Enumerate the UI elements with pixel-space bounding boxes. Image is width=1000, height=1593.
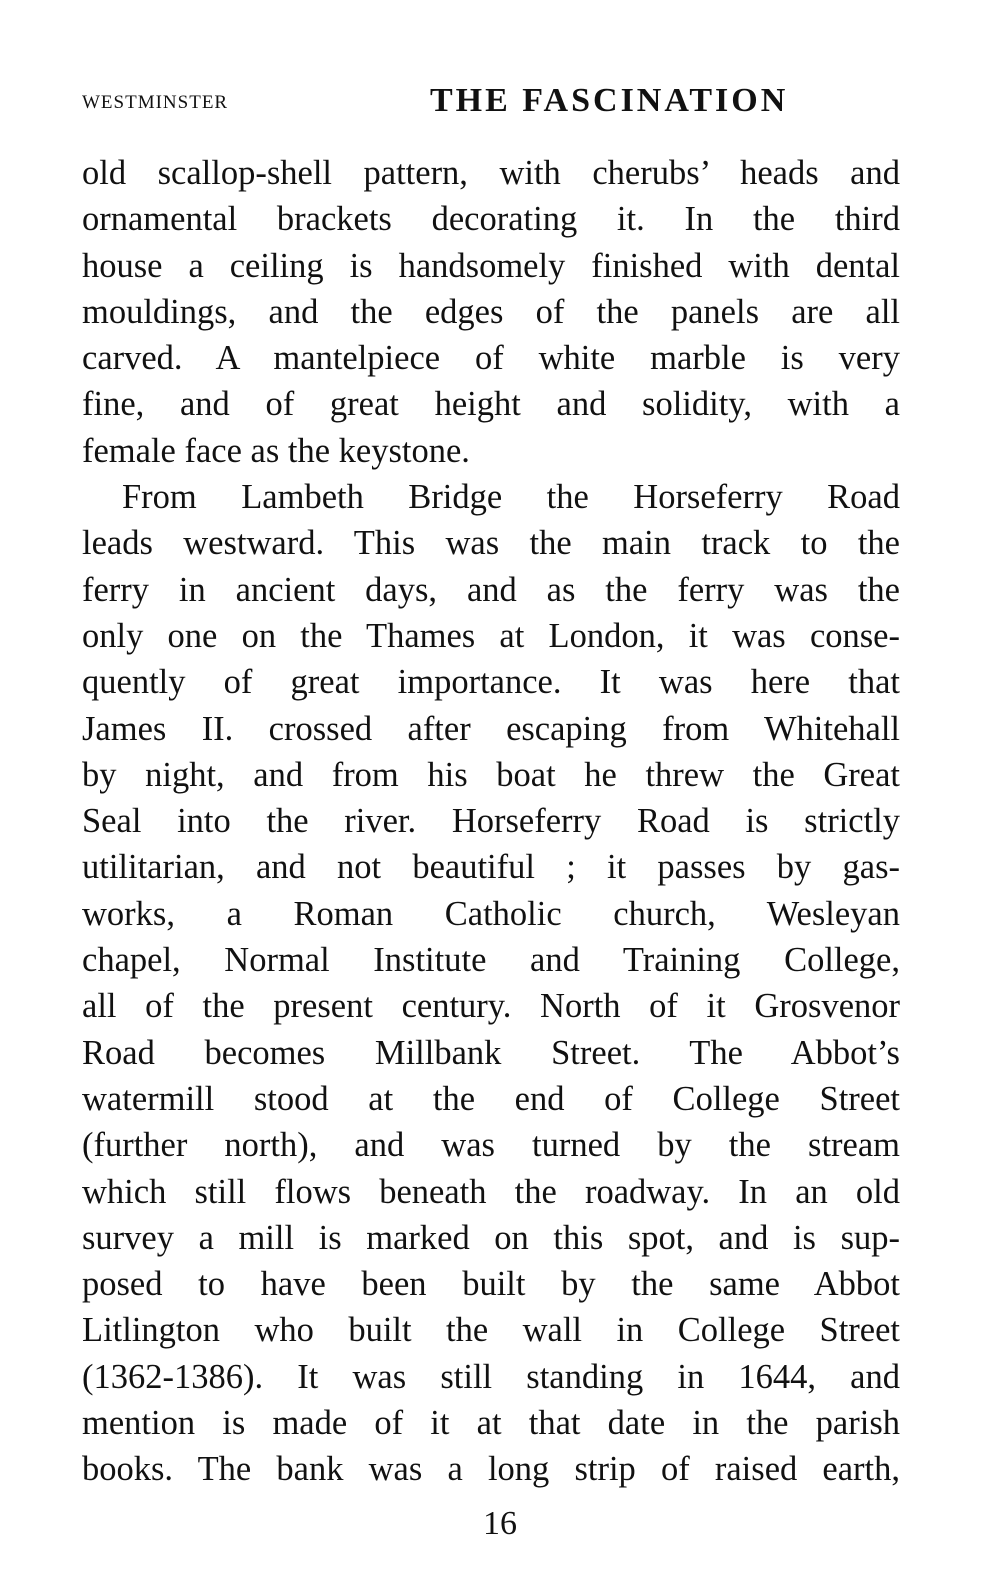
text-line: only one on the Thames at London, it was conse-: [82, 616, 900, 655]
text-line: Seal into the river. Horseferry Road is strictly: [82, 802, 900, 841]
text-line: James II. crossed after escaping from Whitehall: [82, 709, 900, 748]
text-line: posed to have been built by the same Abbot: [82, 1265, 900, 1304]
text-line: Litlington who built the wall in College Street: [82, 1311, 900, 1350]
text-line: Road becomes Millbank Street. The Abbot’s: [82, 1033, 900, 1072]
text-line: watermill stood at the end of College Street: [82, 1079, 900, 1118]
running-head-title: THE FASCINATION: [430, 82, 789, 119]
text-line: mouldings, and the edges of the panels are all: [82, 292, 900, 331]
text-line: (1362-1386). It was still standing in 1644, and: [82, 1357, 900, 1396]
running-head: [82, 82, 902, 122]
text-line: From Lambeth Bridge the Horseferry Road: [122, 478, 900, 517]
text-line: all of the present century. North of it Grosvenor: [82, 987, 900, 1026]
text-line: female face as the keystone.: [82, 431, 470, 470]
text-line: leads westward. This was the main track to the: [82, 524, 900, 563]
page-number: 16: [483, 1505, 517, 1542]
text-line: chapel, Normal Institute and Training College,: [82, 941, 900, 980]
running-head-section: WESTMINSTER: [82, 92, 229, 113]
text-line: books. The bank was a long strip of raised earth,: [82, 1450, 900, 1489]
text-line: by night, and from his boat he threw the Great: [82, 755, 900, 794]
text-line: mention is made of it at that date in the parish: [82, 1404, 900, 1443]
text-line: quently of great importance. It was here that: [82, 663, 900, 702]
body-text: [82, 150, 900, 1493]
text-line: works, a Roman Catholic church, Wesleyan: [82, 894, 900, 933]
text-line: which still flows beneath the roadway. In an old: [82, 1172, 900, 1211]
text-line: carved. A mantelpiece of white marble is very: [82, 339, 900, 378]
text-line: utilitarian, and not beautiful ; it passes by gas-: [82, 848, 900, 887]
text-line: (further north), and was turned by the stream: [82, 1126, 900, 1165]
text-line: house a ceiling is handsomely finished with dental: [82, 246, 900, 285]
text-line: ornamental brackets decorating it. In the third: [82, 200, 900, 239]
text-line: ferry in ancient days, and as the ferry was the: [82, 570, 900, 609]
text-line: old scallop-shell pattern, with cherubs’ heads and: [82, 154, 900, 192]
text-line: fine, and of great height and solidity, with a: [82, 385, 900, 424]
text-line: survey a mill is marked on this spot, and is sup-: [82, 1218, 900, 1257]
